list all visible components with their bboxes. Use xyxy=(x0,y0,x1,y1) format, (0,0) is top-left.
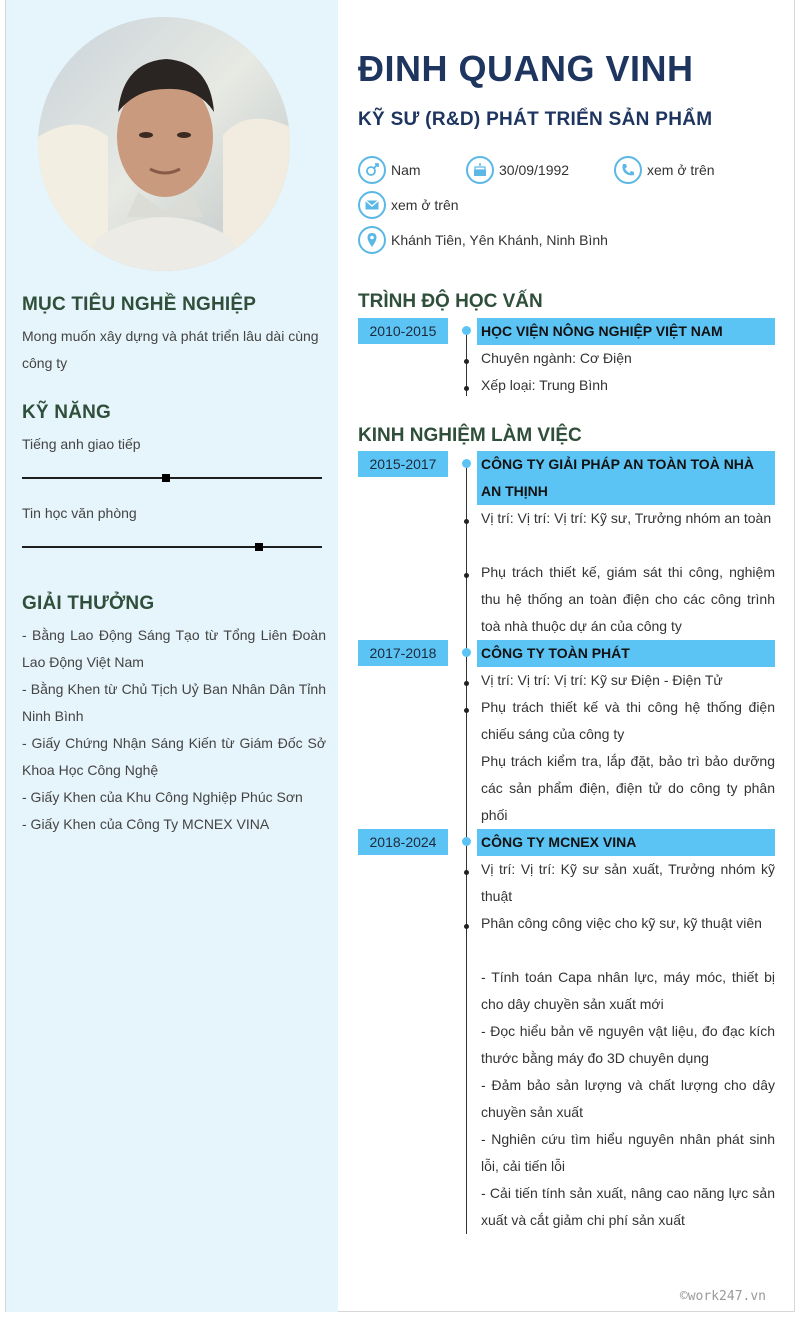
timeline-dot xyxy=(462,326,471,335)
experience-title: KINH NGHIỆM LÀM VIỆC xyxy=(358,425,582,446)
job-company: CÔNG TY MCNEX VINA xyxy=(477,829,775,856)
job-item: - Cải tiến tính sản xuất, nâng cao năng lực sản xuất và cắt giảm chi phí sản xuất xyxy=(481,1185,775,1228)
job-item: Phụ trách thiết kế và thi công hệ thống điện chiếu sáng của công ty xyxy=(481,699,775,742)
job-years: 2018-2024 xyxy=(358,829,448,855)
gender-value: Nam xyxy=(391,162,421,178)
skill-name: Tiếng anh giao tiếp xyxy=(22,436,141,452)
timeline-bullet xyxy=(464,386,469,391)
cake-icon xyxy=(466,156,494,184)
phone-value: xem ở trên xyxy=(647,162,715,178)
job-item: - Tính toán Capa nhân lực, máy móc, thiết bị cho dây chuyền sản xuất mới xyxy=(481,969,775,1012)
job-item: - Đọc hiểu bản vẽ nguyên vật liệu, đo đạc kích thước bằng máy đo 3D chuyên dụng xyxy=(481,1023,775,1066)
timeline-bullet xyxy=(464,870,469,875)
experience-timeline xyxy=(466,463,467,1234)
timeline-bullet xyxy=(464,681,469,686)
timeline-bullet xyxy=(464,519,469,524)
main-content xyxy=(338,0,795,1312)
avatar-photo xyxy=(38,17,290,271)
job-item: Vị trí: Vị trí: Kỹ sư sản xuất, Trưởng nhóm kỹ thuật xyxy=(481,861,775,904)
job-item: Phụ trách thiết kế, giám sát thi công, nghiệm thu hệ thống an toàn điện cho các công trình toà nhà thuộc dự án của công ty xyxy=(481,564,775,634)
email-value: xem ở trên xyxy=(391,197,459,213)
job-item: Vị trí: Vị trí: Vị trí: Kỹ sư, Trưởng nhóm an toàn xyxy=(481,510,772,526)
avatar xyxy=(38,17,290,271)
timeline-dot xyxy=(462,837,471,846)
award-item: - Bằng Lao Động Sáng Tạo từ Tổng Liên Đoàn Lao Động Việt Nam xyxy=(22,627,326,670)
address-info xyxy=(358,226,608,254)
map-pin-icon xyxy=(358,226,386,254)
watermark: ©work247.vn xyxy=(679,1289,766,1304)
phone-icon xyxy=(614,156,642,184)
award-item: - Giấy Khen của Công Ty MCNEX VINA xyxy=(22,816,270,832)
candidate-name: ĐINH QUANG VINH xyxy=(358,48,694,89)
timeline-dot xyxy=(462,459,471,468)
education-rank: Xếp loại: Trung Bình xyxy=(481,377,608,393)
job-item: Phân công công việc cho kỹ sư, kỹ thuật viên xyxy=(481,915,762,931)
education-title: TRÌNH ĐỘ HỌC VẤN xyxy=(358,291,543,312)
skill-bar xyxy=(22,546,322,548)
sidebar xyxy=(6,0,338,1312)
gender-info xyxy=(358,156,421,184)
timeline-bullet xyxy=(464,573,469,578)
award-item: - Bằng Khen từ Chủ Tịch Uỷ Ban Nhân Dân Tỉnh Ninh Bình xyxy=(22,681,326,724)
job-item: - Nghiên cứu tìm hiểu nguyên nhân phát sinh lỗi, cải tiến lỗi xyxy=(481,1131,775,1174)
education-major: Chuyên ngành: Cơ Điện xyxy=(481,350,632,366)
awards-list xyxy=(22,622,326,838)
job-item: - Đảm bảo sản lượng và chất lượng cho dây chuyền sản xuất xyxy=(481,1077,775,1120)
address-value: Khánh Tiên, Yên Khánh, Ninh Bình xyxy=(391,232,608,248)
birthday-info xyxy=(466,156,569,184)
skill-name: Tin học văn phòng xyxy=(22,505,137,521)
skill-level-marker xyxy=(162,474,170,482)
objective-title: MỤC TIÊU NGHỀ NGHIỆP xyxy=(22,294,257,315)
timeline-dot xyxy=(462,648,471,657)
job-item: Phụ trách kiểm tra, lắp đặt, bảo trì bảo dưỡng các sản phẩm điện, điện tử do công ty phân phối xyxy=(481,753,775,823)
skills-title: KỸ NĂNG xyxy=(22,402,112,423)
timeline-bullet xyxy=(464,708,469,713)
skill-bar xyxy=(22,477,322,479)
job-years: 2017-2018 xyxy=(358,640,448,666)
objective-text: Mong muốn xây dựng và phát triển lâu dài cùng công ty xyxy=(22,328,319,371)
cv-page xyxy=(5,0,795,1312)
award-item: - Giấy Khen của Khu Công Nghiệp Phúc Sơn xyxy=(22,789,303,805)
timeline-bullet xyxy=(464,359,469,364)
job-item: Vị trí: Vị trí: Vị trí: Kỹ sư Điện - Điện Tử xyxy=(481,672,723,688)
award-item: - Giấy Chứng Nhận Sáng Kiến từ Giám Đốc Sở Khoa Học Công Nghệ xyxy=(22,735,326,778)
awards-title: GIẢI THƯỞNG xyxy=(22,593,155,614)
job-years: 2015-2017 xyxy=(358,451,448,477)
job-title: KỸ SƯ (R&D) PHÁT TRIỂN SẢN PHẨM xyxy=(358,109,713,130)
education-school: HỌC VIỆN NÔNG NGHIỆP VIỆT NAM xyxy=(477,318,775,345)
phone-info xyxy=(614,156,715,184)
skill-level-marker xyxy=(255,543,263,551)
timeline-bullet xyxy=(464,924,469,929)
job-company: CÔNG TY TOÀN PHÁT xyxy=(477,640,775,667)
mail-icon xyxy=(358,191,386,219)
email-info xyxy=(358,191,459,219)
education-years: 2010-2015 xyxy=(358,318,448,344)
job-company: CÔNG TY GIẢI PHÁP AN TOÀN TOÀ NHÀ AN THỊNH xyxy=(477,451,775,505)
gender-icon xyxy=(358,156,386,184)
birthday-value: 30/09/1992 xyxy=(499,162,570,178)
